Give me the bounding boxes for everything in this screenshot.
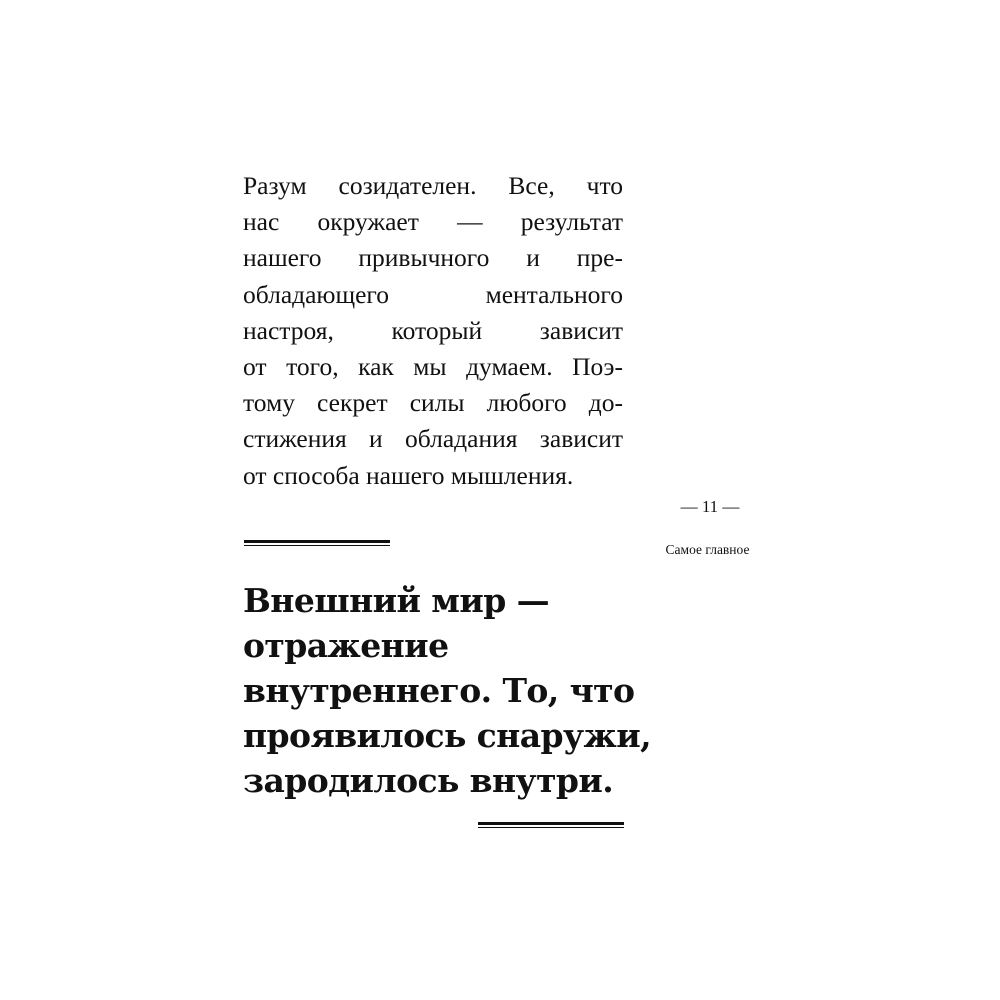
quote-line: проявилось снаружи, — [243, 716, 651, 755]
body-line: стижения и обладания зависит — [243, 424, 623, 454]
pull-quote — [243, 578, 651, 803]
body-line: настроя, который зависит — [243, 315, 623, 345]
quote-line: внутреннего. То, что — [243, 671, 635, 710]
body-line: нашего привычного и пре- — [243, 243, 623, 273]
quote-top-rule — [244, 540, 390, 546]
body-line: тому секрет силы любого до- — [243, 388, 623, 418]
running-head: Самое главное — [665, 542, 750, 557]
quote-line: зародилось внутри. — [243, 761, 614, 800]
body-line: Разум созидателен. Все, что — [243, 171, 623, 200]
quote-bottom-rule — [478, 822, 624, 828]
body-line: обладающего ментального — [243, 279, 623, 309]
page-number: — 11 — — [680, 497, 740, 516]
body-line: нас окружает — результат — [243, 207, 623, 237]
body-line: от способа нашего мышления. — [243, 460, 574, 490]
quote-line: Внешний мир — — [243, 581, 550, 620]
body-line: от того, как мы думаем. Поэ- — [243, 352, 623, 382]
quote-line: отражение — [243, 626, 449, 665]
body-paragraph — [243, 168, 623, 494]
